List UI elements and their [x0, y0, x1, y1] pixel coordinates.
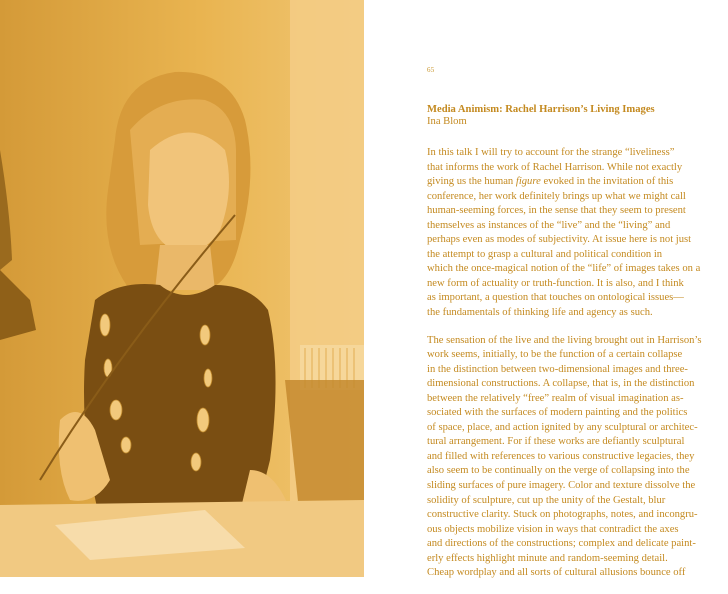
text-line: of space, place, and action ignited by any sculptural or architec- [427, 421, 698, 433]
text-line: sociated with the surfaces of modern painting and the politics [427, 407, 688, 419]
text-line: giving us the human figure evoked in the invitation of this [427, 176, 674, 188]
text-line: in the distinction between two-dimensional images and three- [427, 363, 688, 375]
text-line: solidity of sculpture, cut up the unity of the Gestalt, blur [427, 494, 666, 506]
article [427, 104, 717, 594]
text-line: In this talk I will try to account for the strange “liveliness” [427, 147, 675, 158]
page-number: 65 [427, 66, 435, 74]
text-page [364, 0, 728, 577]
speaker-photo-image [0, 0, 364, 577]
text-line: dimensional constructions. A collapse, that is, in the distinction [427, 378, 695, 390]
paragraph-1 [427, 146, 717, 321]
italic-figure: figure [515, 176, 541, 188]
text-line: work seems, initially, to be the function of a certain collapse [427, 349, 683, 361]
text-line: constructive clarity. Stuck on photographs, notes, and incongru- [427, 509, 698, 521]
text-line: new form of actuality or truth-function. It is also, and I think [427, 277, 684, 289]
text-line: themselves as instances of the “live” and the “living” and [427, 219, 671, 231]
text-line: the fundamentals of thinking life and agency as such. [427, 307, 653, 319]
text-line: human-seeming forces, in the sense that they seem to present [427, 205, 686, 217]
text-line: conference, her work definitely brings up what we might call [427, 190, 686, 202]
speaker-photograph [0, 0, 364, 577]
text-line: and directions of the constructions; complex and delicate paint- [427, 538, 696, 550]
text-line: sliding surfaces of pure imagery. Color and texture dissolve the [427, 480, 696, 492]
text-line: and filled with references to various constructive legacies, they [427, 450, 695, 462]
text-line: which the once-magical notion of the “life” of images takes on a [427, 263, 701, 275]
article-author: Ina Blom [427, 116, 467, 127]
text-line: ous objects mobilize vision in ways that contradict the axes [427, 523, 679, 535]
text-line: between the relatively “free” realm of visual imagination as- [427, 392, 684, 404]
text-line: perhaps even as modes of subjectivity. At issue here is not just [427, 234, 692, 246]
text-line: tural arrangement. For if these works are defiantly sculptural [427, 436, 685, 448]
article-title: Media Animism: Rachel Harrison’s Living Images [427, 104, 655, 115]
text-line: that informs the work of Rachel Harrison. While not exactly [427, 161, 683, 173]
text-line: also seem to be continually on the verge of collapsing into the [427, 465, 690, 477]
text-line: The sensation of the live and the living brought out in Harrison’s [427, 334, 702, 346]
text-line: Cheap wordplay and all sorts of cultural allusions bounce off [427, 567, 686, 579]
paragraph-2 [427, 334, 717, 581]
text-line: erly effects highlight minute and random-seeming detail. [427, 552, 668, 564]
text-line: the attempt to grasp a cultural and political condition in [427, 248, 663, 260]
text-line: as important, a question that touches on ontological issues— [427, 292, 684, 304]
